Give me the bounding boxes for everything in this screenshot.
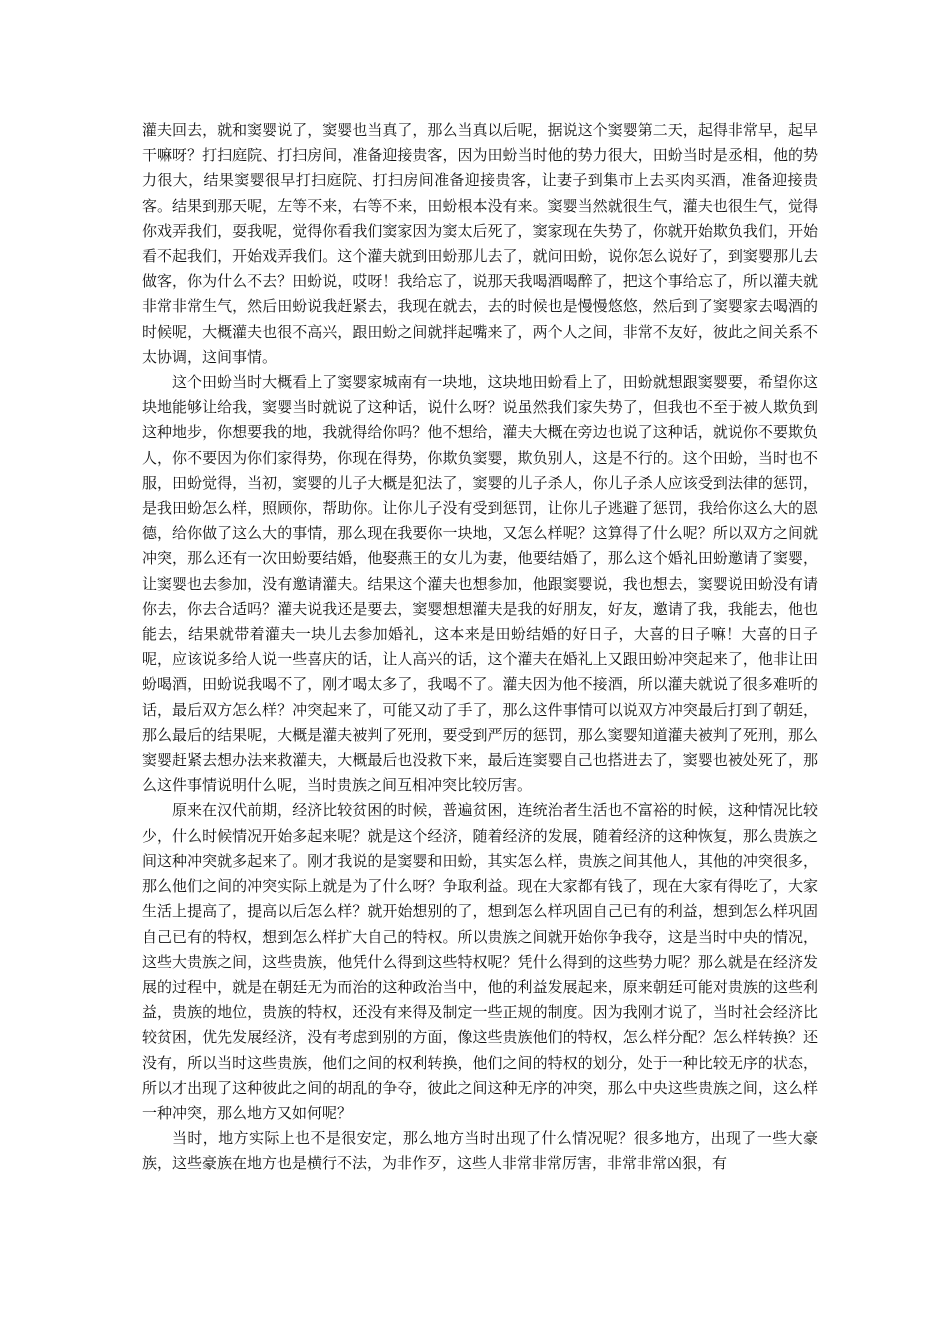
paragraph: 灌夫回去，就和窦婴说了，窦婴也当真了，那么当真以后呢，据说这个窦婴第二天，起得非常早，起早干嘛呀？打扫庭院、打扫房间，准备迎接贵客，因为田蚡当时他的势力很大，田蚡当时是丞相，他的势力很大，结果窦婴很早打扫庭院、打扫房间准备迎接贵客，让妻子到集市上去买肉买酒，准备迎接贵客。结果到那天呢，左等不来，右等不来，田蚡根本没有来。窦婴当然就很生气，灌夫也很生气，觉得你戏弄我们，耍我呢，觉得你看我们窦家因为窦太后死了，窦家现在失势了，你就开始欺负我们，开始看不起我们，开始戏弄我们。这个灌夫就到田蚡那儿去了，就问田蚡，说你怎么说好了，到窦婴那儿去做客，你为什么不去？田蚡说，哎呀！我给忘了，说那天我喝酒喝醉了，把这个事给忘了，所以灌夫就非常非常生气，然后田蚡说我赶紧去，我现在就去，去的时候也是慢慢悠悠，然后到了窦婴家去喝酒的时候呢，大概灌夫也很不高兴，跟田蚡之间就拌起嘴来了，两个人之间，非常不友好，彼此之间关系不太协调，这间事情。 (142, 121, 818, 366)
paragraph: 原来在汉代前期，经济比较贫困的时候，普遍贫困，连统治者生活也不富裕的时候，这种情况比较少，什么时候情况开始多起来呢？就是这个经济，随着经济的发展，随着经济的这种恢复，那么贵族之间这种冲突就多起来了。刚才我说的是窦婴和田蚡，其实怎么样，贵族之间其他人，其他的冲突很多，那么他们之间的冲突实际上就是为了什么呀？争取利益。现在大家都有钱了，现在大家有得吃了，大家生活上提高了，提高以后怎么样？就开始想别的了，想到怎么样巩固自己已有的利益，想到怎么样巩固自己已有的特权，想到怎么样扩大自己的特权。所以贵族之间就开始你争我夺，这是当时中央的情况，这些大贵族之间，这些贵族，他凭什么得到这些特权呢？凭什么得到的这些势力呢？那么就是在经济发展的过程中，就是在朝廷无为而治的这种政治当中，他的利益发展起来，原来朝廷可能对贵族的这些利益，贵族的地位，贵族的特权，还没有来得及制定一些正规的制度。因为我刚才说了，当时社会经济比较贫困，优先发展经济，没有考虑到别的方面，像这些贵族他们的特权，怎么样分配？怎么样转换？还没有，所以当时这些贵族，他们之间的权利转换，他们之间的特权的划分，处于一种比较无序的状态，所以才出现了这种彼此之间的胡乱的争夺，彼此之间这种无序的冲突，那么中央这些贵族之间，这么样一种冲突，那么地方又如何呢？ (142, 801, 818, 1122)
paragraph: 这个田蚡当时大概看上了窦婴家城南有一块地，这块地田蚡看上了，田蚡就想跟窦婴要，希望你这块地能够让给我，窦婴当时就说了这种话，说什么呀？说虽然我们家失势了，但我也不至于被人欺负到这种地步，你想要我的地，我就得给你吗？他不想给，灌夫大概在旁边也说了这种话，就说你不要欺负人，你不要因为你们家得势，你现在得势，你欺负窦婴，欺负别人，这是不行的。这个田蚡，当时也不服，田蚡觉得，当初，窦婴的儿子大概是犯法了，窦婴的儿子杀人，你儿子杀人应该受到法律的惩罚，是我田蚡怎么样，照顾你，帮助你。让你儿子没有受到惩罚，让你儿子逃避了惩罚，我给你这么大的恩德，给你做了这么大的事情，那么现在我要你一块地，又怎么样呢？这算得了什么呢？所以双方之间就冲突，那么还有一次田蚡要结婚，他娶燕王的女儿为妻，他要结婚了，那么这个婚礼田蚡邀请了窦婴，让窦婴也去参加，没有邀请灌夫。结果这个灌夫也想参加，他跟窦婴说，我也想去，窦婴说田蚡没有请你去，你去合适吗？灌夫说我还是要去，窦婴想想灌夫是我的好朋友，好友，邀请了我，我能去，他也能去，结果就带着灌夫一块儿去参加婚礼，这本来是田蚡结婚的好日子，大喜的日子嘛！大喜的日子呢，应该说多给人说一些喜庆的话，让人高兴的话，这个灌夫在婚礼上又跟田蚡冲突起来了，他非让田蚡喝酒，田蚡说我喝不了，刚才喝太多了，我喝不了。灌夫因为他不接酒，所以灌夫就说了很多难听的话，最后双方怎么样？冲突起来了，可能又动了手了，那么这件事情可以说双方冲突最后打到了朝廷，那么最后的结果呢，大概是灌夫被判了死刑，要受到严厉的惩罚，那么窦婴知道灌夫被判了死刑，那么窦婴赶紧去想办法来救灌夫，大概最后也没救下来，最后连窦婴自己也搭进去了，窦婴也被处死了，那么这件事情说明什么呢，当时贵族之间互相冲突比较厉害。 (142, 373, 818, 795)
paragraph: 当时，地方实际上也不是很安定，那么地方当时出现了什么情况呢？很多地方，出现了一些大豪族，这些豪族在地方也是横行不法，为非作歹，这些人非常非常厉害，非常非常凶狠，有 (142, 1129, 818, 1173)
body-text (142, 118, 818, 1177)
